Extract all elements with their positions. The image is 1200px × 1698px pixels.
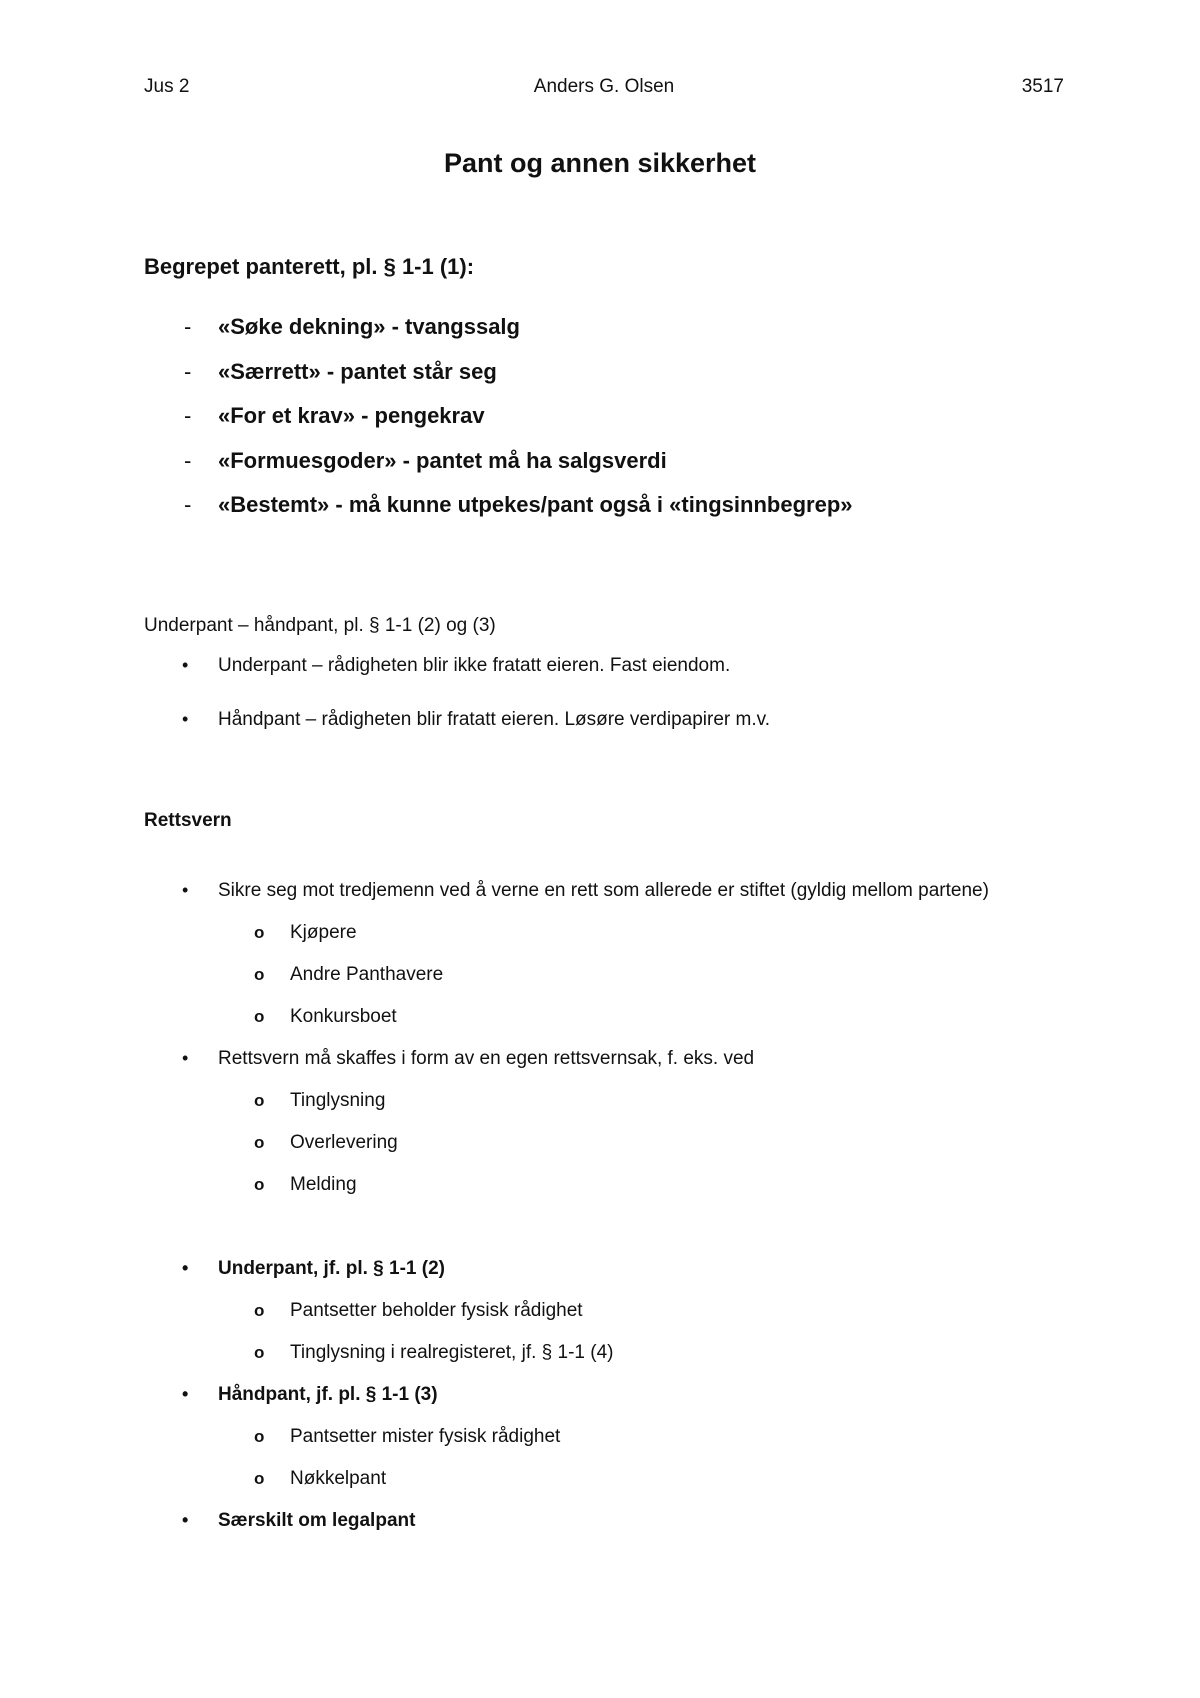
bullet-marker: • (182, 1258, 189, 1278)
list-item-text: «Formuesgoder» - pantet må ha salgsverdi (218, 448, 667, 473)
bullet-item (182, 1258, 445, 1280)
dash-marker: - (184, 492, 192, 517)
bullet-item-text: Håndpant, jf. pl. § 1-1 (3) (218, 1384, 438, 1405)
sub-item (254, 1006, 397, 1028)
sub-item (254, 1132, 398, 1154)
sub-marker: o (254, 1469, 265, 1488)
dash-marker: - (184, 359, 192, 384)
list-item-text: «Særrett» - pantet står seg (218, 359, 497, 384)
bullet-item-text: Særskilt om legalpant (218, 1510, 416, 1531)
sub-item-text: Overlevering (290, 1132, 398, 1153)
list-item (184, 492, 853, 518)
bullet-item-text: Rettsvern må skaffes i form av en egen rettsvernsak, f. eks. ved (218, 1048, 755, 1069)
sub-marker: o (254, 1133, 265, 1152)
bullet-item (182, 880, 989, 902)
header-author: Anders G. Olsen (533, 76, 675, 97)
header-number: 3517 (1021, 76, 1064, 97)
bullet-marker: • (182, 709, 189, 729)
section-heading-panterett: Begrepet panterett, pl. § 1-1 (1): (144, 254, 475, 279)
bullet-item-text: Underpant, jf. pl. § 1-1 (2) (218, 1258, 445, 1279)
bullet-item (182, 1510, 415, 1532)
list-item (184, 359, 497, 385)
sub-marker: o (254, 1175, 265, 1194)
sub-item (254, 922, 357, 944)
sub-item-text: Kjøpere (290, 922, 357, 943)
sub-item-text: Tinglysning i realregisteret, jf. § 1-1 (4) (290, 1342, 614, 1363)
section-heading-rettsvern: Rettsvern (144, 810, 232, 831)
sub-marker: o (254, 1343, 265, 1362)
sub-item (254, 1090, 385, 1112)
list-item-text: «For et krav» - pengekrav (218, 403, 485, 428)
bullet-item (182, 709, 770, 731)
sub-item-text: Nøkkelpant (290, 1468, 387, 1489)
sub-item-text: Andre Panthavere (290, 964, 444, 985)
sub-item-text: Tinglysning (290, 1090, 386, 1111)
sub-item (254, 1300, 583, 1322)
list-item (184, 314, 520, 340)
sub-item-text: Pantsetter beholder fysisk rådighet (290, 1300, 583, 1321)
bullet-item (182, 1384, 438, 1406)
section-heading-underpant-handpant: Underpant – håndpant, pl. § 1-1 (2) og (3) (144, 615, 496, 636)
sub-item (254, 1342, 613, 1364)
sub-item-text: Pantsetter mister fysisk rådighet (290, 1426, 561, 1447)
list-item-text: «Bestemt» - må kunne utpekes/pant også i «tingsinnbegrep» (218, 492, 853, 517)
bullet-item-text: Sikre seg mot tredjemenn ved å verne en rett som allerede er stiftet (gyldig mellom partene) (218, 880, 989, 901)
sub-item (254, 1468, 386, 1490)
dash-marker: - (184, 448, 192, 473)
sub-item (254, 964, 443, 986)
sub-item-text: Melding (290, 1174, 357, 1195)
sub-marker: o (254, 1427, 265, 1446)
bullet-marker: • (182, 880, 189, 900)
sub-item (254, 1426, 560, 1448)
bullet-marker: • (182, 1510, 189, 1530)
bullet-marker: • (182, 1048, 189, 1068)
bullet-item (182, 1048, 754, 1070)
dash-marker: - (184, 314, 192, 339)
sub-marker: o (254, 1301, 265, 1320)
bullet-item-text: Underpant – rådigheten blir ikke fratatt eieren. Fast eiendom. (218, 655, 731, 676)
bullet-item-text: Håndpant – rådigheten blir fratatt eieren. Løsøre verdipapirer m.v. (218, 709, 770, 730)
bullet-marker: • (182, 655, 189, 675)
list-item (184, 403, 485, 429)
bullet-item (182, 655, 730, 677)
list-item (184, 448, 667, 474)
header-course: Jus 2 (144, 76, 190, 97)
sub-item-text: Konkursboet (290, 1006, 397, 1027)
sub-marker: o (254, 923, 265, 942)
bullet-marker: • (182, 1384, 189, 1404)
page-title: Pant og annen sikkerhet (443, 148, 757, 178)
dash-marker: - (184, 403, 192, 428)
sub-marker: o (254, 1007, 265, 1026)
sub-marker: o (254, 1091, 265, 1110)
sub-marker: o (254, 965, 265, 984)
sub-item (254, 1174, 357, 1196)
list-item-text: «Søke dekning» - tvangssalg (218, 314, 520, 339)
